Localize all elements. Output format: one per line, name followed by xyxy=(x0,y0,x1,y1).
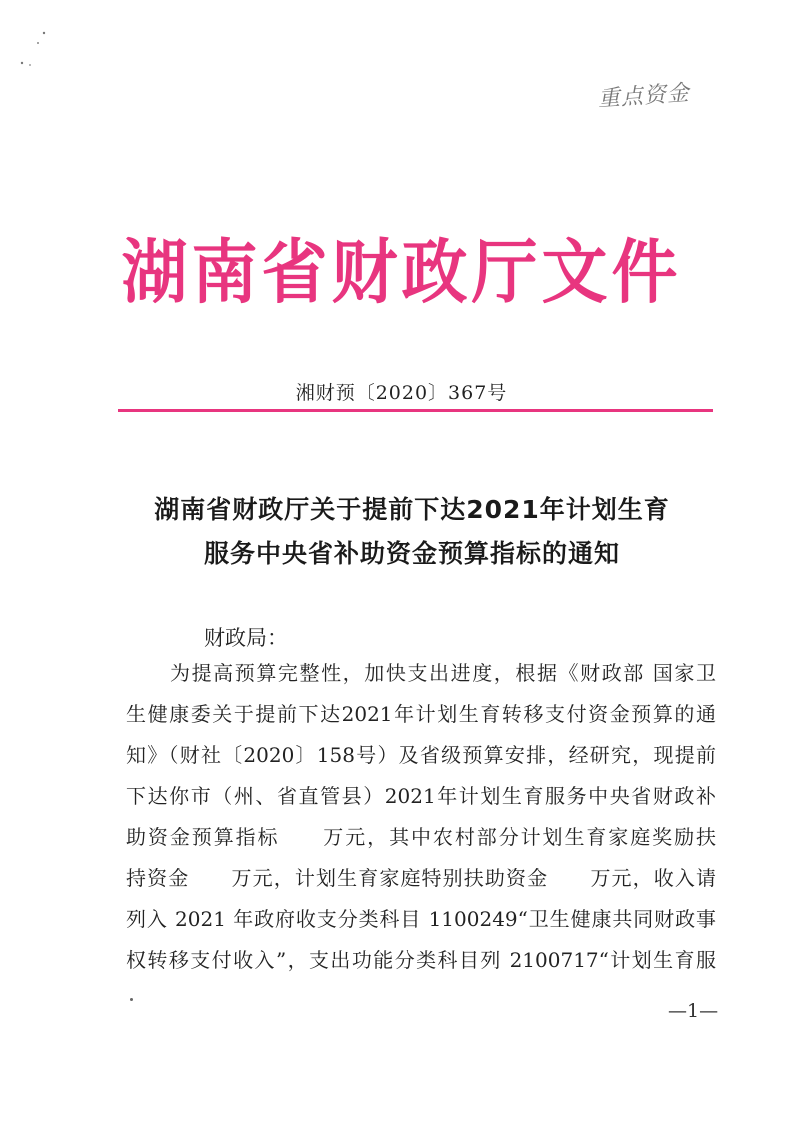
body-line: 知》（财社〔2020〕158号）及省级预算安排，经研究，现提前 xyxy=(126,743,716,767)
body-line: 助资金预算指标 万元，其中农村部分计划生育家庭奖励扶 xyxy=(126,825,716,849)
body-line: 列入 2021 年政府收支分类科目 1100249“卫生健康共同财政事 xyxy=(126,907,716,931)
body-line: 下达你市（州、省直管县）2021年计划生育服务中央省财政补 xyxy=(126,784,716,808)
red-separator-line xyxy=(118,409,713,412)
scan-specks xyxy=(0,0,803,140)
title-line-1: 湖南省财政厅关于提前下达2021年计划生育 xyxy=(154,495,670,524)
document-number: 湘财预〔2020〕367号 xyxy=(295,382,508,404)
body-line: 生健康委关于提前下达2021年计划生育转移支付资金预算的通 xyxy=(126,702,716,726)
handwritten-note: 重点资金 xyxy=(597,80,691,113)
masthead-title: 湖南省财政厅文件 xyxy=(121,232,682,313)
body-line: 持资金 万元，计划生育家庭特别扶助资金 万元，收入请 xyxy=(126,866,716,890)
document-title xyxy=(112,488,712,576)
title-line-2: 服务中央省补助资金预算指标的通知 xyxy=(203,539,620,568)
body-text xyxy=(126,653,716,981)
body-line: 权转移支付收入”，支出功能分类科目列 2100717“计划生育服 xyxy=(126,948,716,972)
body-line: 为提高预算完整性，加快支出进度，根据《财政部 国家卫 xyxy=(170,661,716,685)
page-number: —1— xyxy=(668,1000,719,1022)
salutation: 财政局： xyxy=(204,626,288,650)
scan-speck xyxy=(130,998,133,1001)
